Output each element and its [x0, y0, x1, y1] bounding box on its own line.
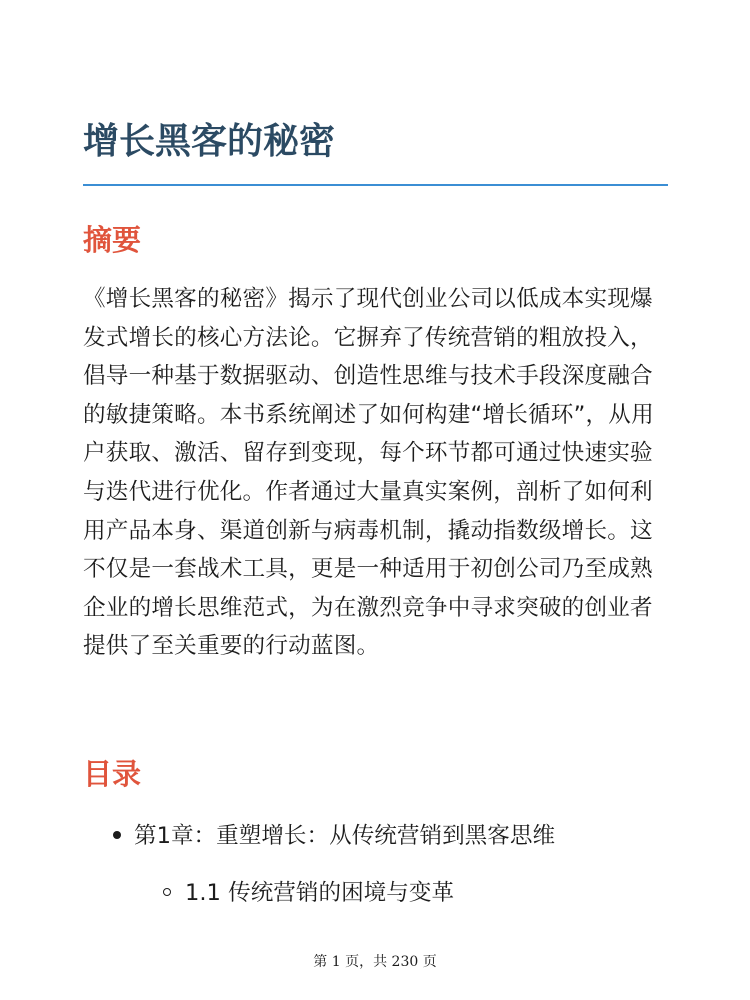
- bullet-dot-icon: [113, 831, 121, 839]
- toc-item-section-1-1[interactable]: [163, 875, 454, 911]
- document-title: 增长黑客的秘密: [83, 121, 336, 162]
- toc-item-label: 第1章：重塑增长：从传统营销到黑客思维: [134, 823, 556, 849]
- page-footer: 第 1 页，共 230 页: [313, 954, 437, 970]
- toc-item-label: 1.1 传统营销的困境与变革: [185, 880, 455, 906]
- bullet-circle-icon: [163, 888, 171, 896]
- summary-heading: 摘要: [83, 223, 142, 257]
- toc-heading: 目录: [83, 757, 142, 791]
- toc-item-chapter-1[interactable]: [113, 818, 555, 854]
- title-divider: [83, 184, 668, 186]
- summary-paragraph: 《增长黑客的秘密》揭示了现代创业公司以低成本实现爆发式增长的核心方法论。它摒弃了传统营销的粗放投入，倡导一种基于数据驱动、创造性思维与技术手段深度融合的敏捷策略。本书系统阐述了如何构建“增长循环”，从用户获取、激活、留存到变现，每个环节都可通过快速实验与迭代进行优化。作者通过大量真实案例，剖析了如何利用产品本身、渠道创新与病毒机制，撬动指数级增长。这不仅是一套战术工具，更是一种适用于初创公司乃至成熟企业的增长思维范式，为在激烈竞争中寻求突破的创业者提供了至关重要的行动蓝图。: [83, 286, 654, 660]
